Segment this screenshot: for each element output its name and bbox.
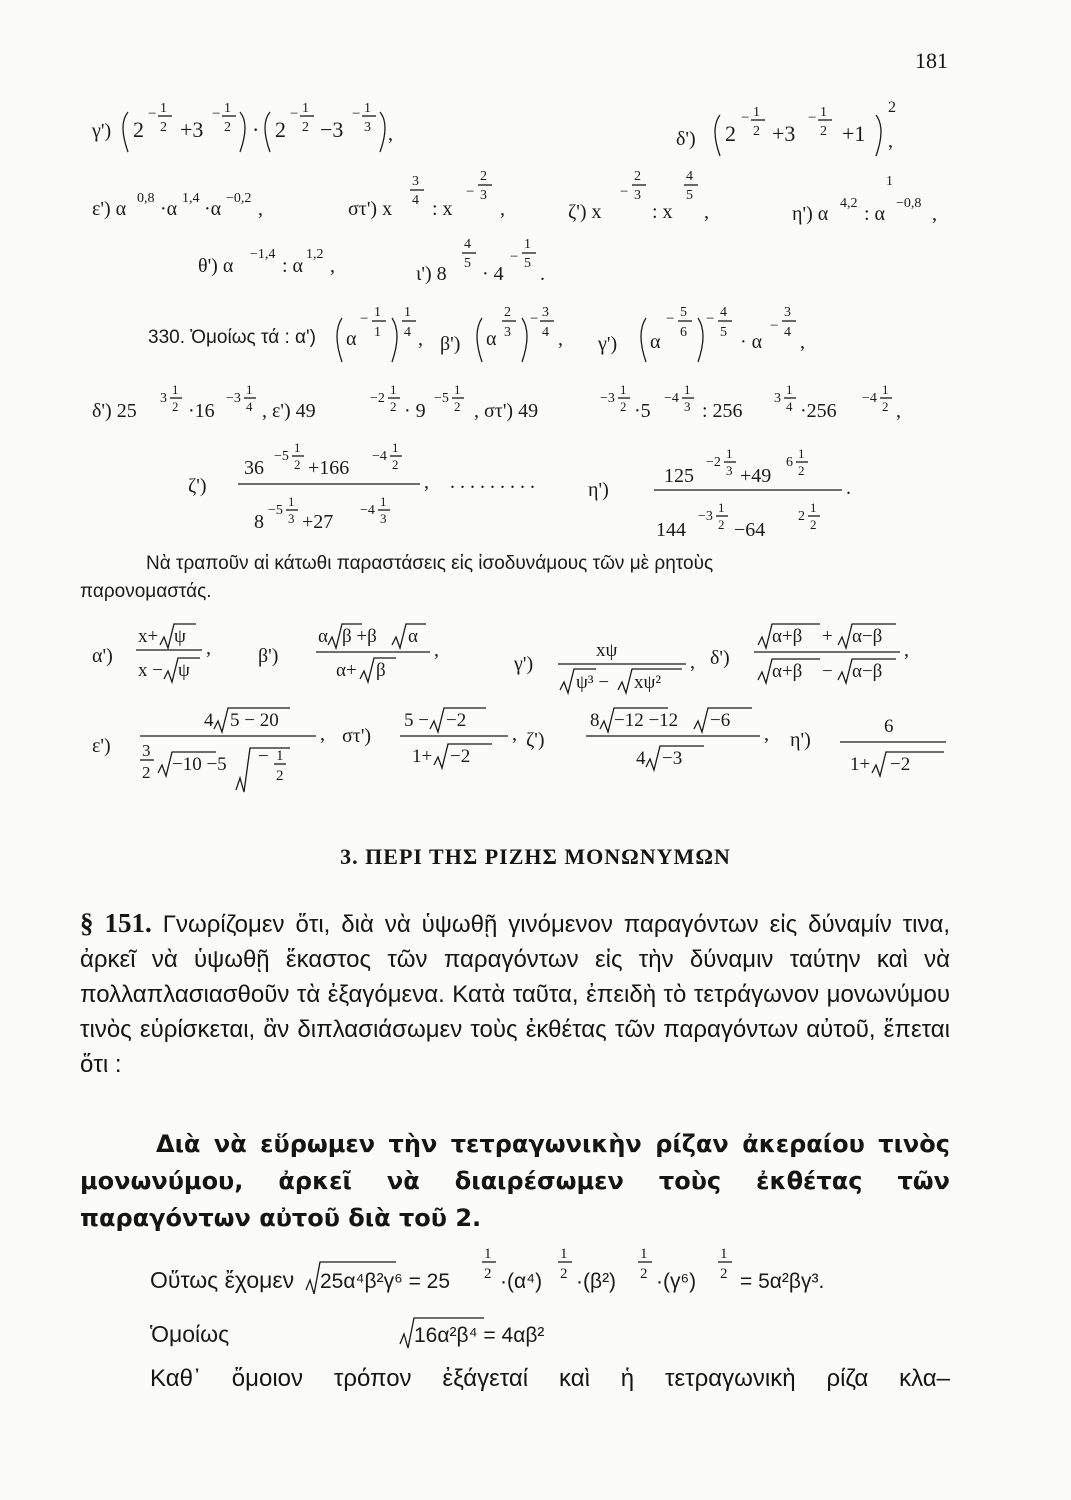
- svg-text:ε'): ε'): [92, 735, 111, 757]
- example-line-2: [150, 1318, 544, 1348]
- svg-text:· α: · α: [740, 331, 763, 353]
- svg-text:στ'): στ'): [342, 725, 372, 747]
- svg-text:2: 2: [294, 457, 301, 472]
- svg-text:3: 3: [380, 511, 387, 526]
- svg-text:1: 1: [882, 382, 889, 397]
- svg-text:3: 3: [288, 511, 295, 526]
- svg-text:+3: +3: [180, 117, 204, 142]
- svg-text:3: 3: [726, 463, 733, 478]
- example-line-1-label: Οὕτως ἔχομεν: [150, 1267, 295, 1293]
- exercise-330-zeta: [188, 440, 535, 533]
- svg-text:1: 1: [720, 1246, 728, 1262]
- page-number: 181: [915, 48, 948, 73]
- svg-text:1: 1: [798, 446, 805, 461]
- svg-text:−: −: [148, 106, 157, 122]
- svg-text:−: −: [666, 311, 675, 327]
- svg-text:1: 1: [380, 494, 387, 509]
- svg-text:δ'): δ'): [710, 647, 730, 669]
- svg-text:: α: : α: [864, 203, 886, 225]
- exercise-331-statement: [80, 553, 713, 602]
- svg-text:= 5α²βγ³.: = 5α²βγ³.: [740, 1270, 825, 1293]
- svg-text:2: 2: [504, 305, 511, 320]
- svg-text:5 −: 5 −: [404, 710, 429, 731]
- svg-text:1: 1: [886, 174, 893, 189]
- svg-text:−: −: [822, 661, 833, 682]
- svg-text:2: 2: [172, 399, 179, 414]
- svg-text:. . . . . . . . .: . . . . . . . . .: [450, 471, 535, 493]
- svg-text:γ'): γ'): [598, 333, 618, 355]
- svg-text:4: 4: [720, 305, 727, 320]
- svg-text:1: 1: [364, 101, 371, 116]
- examples-formulas: [0, 1240, 1071, 1370]
- svg-text:,: ,: [424, 471, 429, 493]
- svg-text:xψ: xψ: [596, 640, 618, 661]
- svg-text:−3: −3: [320, 117, 344, 142]
- svg-text:,: ,: [434, 639, 439, 661]
- svg-text:Νὰ τραποῦν αἱ κάτωθι παραστάσε: Νὰ τραποῦν αἱ κάτωθι παραστάσεις εἰς ἰσοδυνάμους τῶν μὲ ρητοὺς: [146, 553, 714, 574]
- closing-line: Καθ᾽ ὅμοιον τρόπον ἐξάγεταί καὶ ἡ τετραγωνικὴ ρίζα κλα–: [150, 1365, 950, 1392]
- svg-text:1: 1: [454, 382, 461, 397]
- svg-text:η'): η'): [588, 479, 609, 501]
- svg-text:3: 3: [160, 391, 167, 406]
- svg-text:2: 2: [620, 399, 627, 414]
- svg-text:3: 3: [542, 305, 549, 320]
- svg-text:−64: −64: [734, 519, 766, 541]
- svg-text:0,8: 0,8: [137, 191, 155, 206]
- paragraph-151-number: § 151.: [80, 908, 152, 938]
- svg-text:−4: −4: [862, 391, 877, 406]
- svg-text:1: 1: [294, 440, 301, 455]
- example-line-1: [150, 1246, 824, 1294]
- exercise-330-eta: [588, 446, 851, 541]
- svg-text:−: −: [770, 318, 779, 334]
- svg-text:α+: α+: [336, 660, 357, 681]
- svg-text:144: 144: [656, 519, 686, 541]
- svg-text:8: 8: [590, 710, 600, 731]
- svg-text:1: 1: [374, 325, 381, 340]
- svg-text:,: ,: [320, 723, 325, 745]
- svg-text:,: ,: [704, 201, 709, 223]
- svg-text:−3: −3: [600, 391, 615, 406]
- svg-text:3: 3: [142, 741, 151, 760]
- svg-text:−2: −2: [890, 754, 911, 775]
- svg-text:1+: 1+: [850, 754, 871, 775]
- svg-text:+166: +166: [308, 457, 350, 479]
- svg-text:1: 1: [726, 446, 733, 461]
- svg-text:β'): β'): [258, 645, 279, 667]
- svg-text:η'): η'): [790, 729, 811, 751]
- svg-text:xψ²: xψ²: [634, 672, 662, 693]
- svg-text:,: ,: [932, 203, 937, 225]
- svg-text:−4: −4: [372, 449, 387, 464]
- svg-text:1: 1: [786, 382, 793, 397]
- svg-text:,: ,: [800, 331, 805, 353]
- svg-text:+1: +1: [842, 121, 866, 146]
- svg-text:5 − 20: 5 − 20: [230, 710, 279, 731]
- svg-text:β'): β'): [440, 333, 461, 355]
- svg-text:−: −: [530, 311, 539, 327]
- svg-text:+49: +49: [740, 465, 772, 487]
- svg-text:α'): α'): [92, 645, 113, 667]
- svg-text:ε') α: ε') α: [92, 198, 127, 220]
- svg-text:: x: : x: [432, 198, 453, 220]
- svg-text:,: ,: [764, 723, 769, 745]
- svg-text:,: ,: [690, 651, 695, 673]
- svg-text:2: 2: [560, 1266, 568, 1282]
- svg-text:−: −: [352, 106, 361, 122]
- svg-text:·16: ·16: [188, 400, 215, 422]
- svg-text:2: 2: [798, 509, 805, 524]
- svg-text:8: 8: [254, 511, 264, 533]
- exercise-329-eta: [792, 174, 937, 225]
- svg-text:−4: −4: [664, 391, 679, 406]
- svg-text:2: 2: [720, 1266, 728, 1282]
- svg-text:−: −: [290, 106, 299, 122]
- svg-text:ψ³ −: ψ³ −: [576, 672, 610, 693]
- svg-text:·α: ·α: [160, 198, 178, 220]
- svg-text:α: α: [650, 331, 661, 353]
- svg-text:1: 1: [404, 305, 411, 320]
- svg-text:4: 4: [464, 237, 471, 252]
- exercise-331-row2: [92, 708, 946, 792]
- svg-text:·(β²): ·(β²): [576, 1270, 617, 1293]
- svg-text:· 4: · 4: [482, 263, 504, 285]
- svg-text:1: 1: [390, 382, 397, 397]
- svg-text:,: ,: [418, 328, 423, 350]
- svg-text:·: ·: [252, 117, 260, 142]
- svg-text:· 9: · 9: [404, 400, 426, 422]
- svg-text:−3: −3: [226, 391, 241, 406]
- svg-text:4: 4: [636, 748, 646, 769]
- paragraph-151: [80, 906, 950, 1082]
- svg-text:2: 2: [810, 517, 817, 532]
- svg-text:1: 1: [718, 500, 725, 515]
- svg-text:2: 2: [882, 399, 889, 414]
- svg-text:1: 1: [392, 440, 399, 455]
- svg-text:,: ,: [258, 198, 263, 220]
- svg-text:−: −: [466, 184, 475, 200]
- svg-text:3: 3: [774, 391, 781, 406]
- svg-text:2: 2: [480, 169, 487, 184]
- svg-text:2: 2: [302, 120, 309, 135]
- svg-text:2: 2: [725, 121, 736, 146]
- svg-text:1+: 1+: [412, 746, 433, 767]
- paragraph-151-text: Γνωρίζομεν ὅτι, διὰ νὰ ὑψωθῇ γινόμενον παραγόντων εἰς δύναμίν τινα, ἀρκεῖ νὰ ὑψωθῇ ἕκαστος τῶν παραγόντων εἰς τὴν δύναμιν ταύτην καὶ νὰ πολλαπλασιασθοῦν τὰ ἐξαγόμενα. Κατὰ ταῦτα, ἐπειδὴ τὸ τετράγωνον μονωνύμου τινὸς εὑρίσκεται, ἂν διπλασιάσωμεν τοὺς ἐκθέτας τῶν παραγόντων αὐτοῦ, ἕπεται ὅτι :: [80, 911, 951, 1078]
- svg-text:1,4: 1,4: [182, 191, 200, 206]
- svg-text:: α: : α: [282, 255, 304, 277]
- svg-text:,: ,: [558, 328, 563, 350]
- svg-text:−2: −2: [446, 710, 467, 731]
- svg-text:−12 −12: −12 −12: [614, 710, 679, 731]
- svg-text:4: 4: [412, 193, 419, 208]
- svg-text:−: −: [258, 746, 269, 767]
- svg-text:β: β: [376, 660, 386, 681]
- svg-text:4: 4: [786, 399, 793, 414]
- svg-text:4,2: 4,2: [840, 196, 858, 211]
- svg-text:x −: x −: [138, 660, 163, 681]
- svg-text:6: 6: [884, 716, 894, 737]
- svg-text:−: −: [212, 106, 221, 122]
- svg-text:1: 1: [374, 305, 381, 320]
- svg-text:1: 1: [276, 748, 284, 764]
- svg-text:·α: ·α: [204, 198, 222, 220]
- svg-text:3: 3: [784, 305, 791, 320]
- svg-text:−0,2: −0,2: [226, 191, 252, 206]
- svg-text:−5: −5: [268, 503, 283, 518]
- svg-text:α−β: α−β: [852, 626, 883, 647]
- svg-text:4: 4: [404, 325, 411, 340]
- rule-statement: Διὰ νὰ εὕρωμεν τὴν τετραγωνικὴν ρίζαν ἀκεραίου τινὸς μονωνύμου, ἀρκεῖ νὰ διαιρέσωμεν τοὺς ἐκθέτας τῶν παραγόντων αὐτοῦ διὰ τοῦ 2.: [80, 1130, 950, 1232]
- svg-text:−1,4: −1,4: [250, 247, 276, 262]
- svg-text:1: 1: [224, 101, 231, 116]
- svg-text:1: 1: [684, 382, 691, 397]
- svg-text:1: 1: [640, 1246, 648, 1262]
- svg-text:−2: −2: [450, 746, 471, 767]
- exercise-329-epsilon: [92, 191, 263, 220]
- svg-text:1,2: 1,2: [306, 247, 324, 262]
- exercise-329-theta: [198, 247, 335, 277]
- svg-text:−4: −4: [360, 503, 375, 518]
- svg-text:5: 5: [686, 188, 693, 203]
- svg-text:·5: ·5: [634, 400, 651, 422]
- svg-text:+3: +3: [772, 121, 796, 146]
- svg-text:δ'): δ'): [676, 128, 696, 150]
- svg-text:,: ,: [206, 637, 211, 659]
- svg-text:6: 6: [786, 455, 793, 470]
- svg-text:στ') x: στ') x: [348, 198, 393, 220]
- svg-text:1: 1: [620, 382, 627, 397]
- svg-text:,: ,: [896, 400, 901, 422]
- exercise-330-row2: [92, 382, 901, 422]
- svg-text:3: 3: [634, 188, 641, 203]
- svg-text:−5: −5: [434, 391, 449, 406]
- svg-text:1: 1: [753, 105, 760, 120]
- exercise-329-zeta: [568, 169, 709, 223]
- svg-text:α: α: [408, 626, 418, 647]
- svg-text:−: −: [620, 184, 629, 200]
- svg-text:+: +: [822, 626, 833, 647]
- svg-text:2: 2: [160, 120, 167, 135]
- svg-text:5: 5: [524, 256, 531, 271]
- svg-text:α−β: α−β: [852, 661, 883, 682]
- svg-text:−0,8: −0,8: [896, 196, 922, 211]
- svg-text:.: .: [540, 263, 545, 285]
- svg-text:1: 1: [246, 382, 253, 397]
- svg-text:3: 3: [364, 120, 371, 135]
- example-line-2-label: Ὁμοίως: [150, 1321, 230, 1347]
- svg-text:,: ,: [904, 639, 909, 661]
- svg-text:3: 3: [504, 325, 511, 340]
- svg-text:−2: −2: [370, 391, 385, 406]
- svg-text:ζ') x: ζ') x: [568, 201, 602, 223]
- svg-text:−: −: [510, 249, 519, 265]
- svg-text:·(γ⁶): ·(γ⁶): [656, 1270, 697, 1293]
- svg-text:2: 2: [640, 1266, 648, 1282]
- svg-text:25α⁴β²γ⁶ = 25: 25α⁴β²γ⁶ = 25: [320, 1270, 451, 1293]
- svg-text:4: 4: [246, 399, 253, 414]
- svg-text:−: −: [741, 110, 750, 126]
- svg-text:, ε') 49: , ε') 49: [262, 400, 316, 422]
- svg-text:ζ'): ζ'): [526, 729, 545, 751]
- svg-text:1: 1: [302, 101, 309, 116]
- svg-text:−10 −5: −10 −5: [172, 754, 227, 775]
- svg-text:2: 2: [390, 399, 397, 414]
- svg-text:δ') 25: δ') 25: [92, 400, 137, 422]
- svg-text:3: 3: [412, 174, 419, 189]
- gamma-label: γ'): [92, 120, 112, 142]
- svg-text:2: 2: [753, 124, 760, 139]
- svg-text:4: 4: [686, 169, 693, 184]
- svg-text:−: −: [706, 311, 715, 327]
- svg-text:1: 1: [484, 1246, 492, 1262]
- svg-text:2: 2: [888, 99, 896, 116]
- svg-text:1: 1: [810, 500, 817, 515]
- svg-text:4: 4: [204, 710, 214, 731]
- svg-text:η') α: η') α: [792, 203, 829, 225]
- section-heading: 3. ΠΕΡΙ ΤΗΣ ΡΙΖΗΣ ΜΟΝΩΝΥΜΩΝ: [340, 844, 731, 869]
- svg-text:2: 2: [224, 120, 231, 135]
- svg-text:36: 36: [244, 457, 264, 479]
- svg-text:·(α⁴): ·(α⁴): [500, 1270, 543, 1293]
- svg-text:5: 5: [720, 325, 727, 340]
- svg-text:1: 1: [524, 237, 531, 252]
- svg-text:θ') α: θ') α: [198, 255, 234, 277]
- svg-text:1: 1: [820, 105, 827, 120]
- svg-text:2: 2: [454, 399, 461, 414]
- svg-text:3: 3: [480, 188, 487, 203]
- svg-text:1: 1: [560, 1246, 568, 1262]
- svg-text:ψ: ψ: [174, 626, 186, 647]
- svg-text:+27: +27: [302, 511, 334, 533]
- svg-text:−: −: [808, 110, 817, 126]
- svg-text:2: 2: [276, 768, 284, 784]
- svg-text:α: α: [346, 328, 357, 350]
- svg-text:γ'): γ'): [514, 653, 534, 675]
- svg-text:5: 5: [680, 305, 687, 320]
- svg-text:α+β: α+β: [772, 626, 803, 647]
- svg-text:−3: −3: [662, 748, 683, 769]
- svg-text:125: 125: [664, 465, 694, 487]
- svg-text:: 256: : 256: [702, 400, 743, 422]
- svg-text:3: 3: [684, 399, 691, 414]
- examples-block: [0, 1240, 1071, 1460]
- svg-text:,: ,: [888, 130, 893, 152]
- svg-text:6: 6: [680, 325, 687, 340]
- exercise-329-gamma: [91, 101, 393, 152]
- svg-text:ψ: ψ: [178, 660, 190, 681]
- svg-text:−5: −5: [274, 449, 289, 464]
- svg-text:2: 2: [820, 124, 827, 139]
- svg-text:2: 2: [798, 463, 805, 478]
- svg-text:2: 2: [392, 457, 399, 472]
- svg-text:,: ,: [388, 123, 393, 145]
- svg-text:·256: ·256: [800, 400, 837, 422]
- svg-text:5: 5: [464, 256, 471, 271]
- svg-text:4: 4: [784, 325, 791, 340]
- svg-text:2: 2: [133, 117, 144, 142]
- svg-text:,: ,: [330, 255, 335, 277]
- svg-text:2: 2: [142, 763, 151, 782]
- exercise-329-st: [348, 169, 505, 220]
- svg-text:ι') 8: ι') 8: [416, 263, 447, 285]
- svg-text:4: 4: [542, 325, 549, 340]
- svg-text:16α²β⁴ = 4αβ²: 16α²β⁴ = 4αβ²: [414, 1324, 545, 1347]
- svg-text:330. Ὁμοίως τά : α'): 330. Ὁμοίως τά : α'): [148, 327, 316, 348]
- svg-text:−6: −6: [710, 710, 731, 731]
- svg-text:1: 1: [172, 382, 179, 397]
- svg-text:2: 2: [718, 517, 725, 532]
- svg-text:−: −: [360, 311, 369, 327]
- exercise-329-iota: [416, 237, 545, 285]
- exercise-331-row1: [92, 624, 909, 693]
- svg-text:−3: −3: [698, 509, 713, 524]
- svg-text:1: 1: [288, 494, 295, 509]
- exercise-330: [148, 305, 805, 362]
- svg-text:,: ,: [512, 723, 517, 745]
- svg-text:−2: −2: [706, 455, 721, 470]
- svg-text:ζ'): ζ'): [188, 475, 207, 497]
- svg-text:, στ') 49: , στ') 49: [474, 400, 539, 422]
- svg-text:x+: x+: [138, 626, 159, 647]
- svg-text:2: 2: [634, 169, 641, 184]
- svg-text:παρονομαστάς.: παρονομαστάς.: [80, 581, 212, 602]
- svg-text:,: ,: [500, 198, 505, 220]
- svg-text:: x: : x: [652, 201, 673, 223]
- svg-text:2: 2: [275, 117, 286, 142]
- svg-text:α: α: [318, 626, 328, 647]
- exercise-329-delta: [676, 99, 896, 156]
- svg-text:β +β: β +β: [342, 626, 377, 647]
- svg-text:α+β: α+β: [772, 661, 803, 682]
- svg-text:2: 2: [484, 1266, 492, 1282]
- svg-text:1: 1: [160, 101, 167, 116]
- svg-text:.: .: [846, 477, 851, 499]
- svg-text:α: α: [486, 328, 497, 350]
